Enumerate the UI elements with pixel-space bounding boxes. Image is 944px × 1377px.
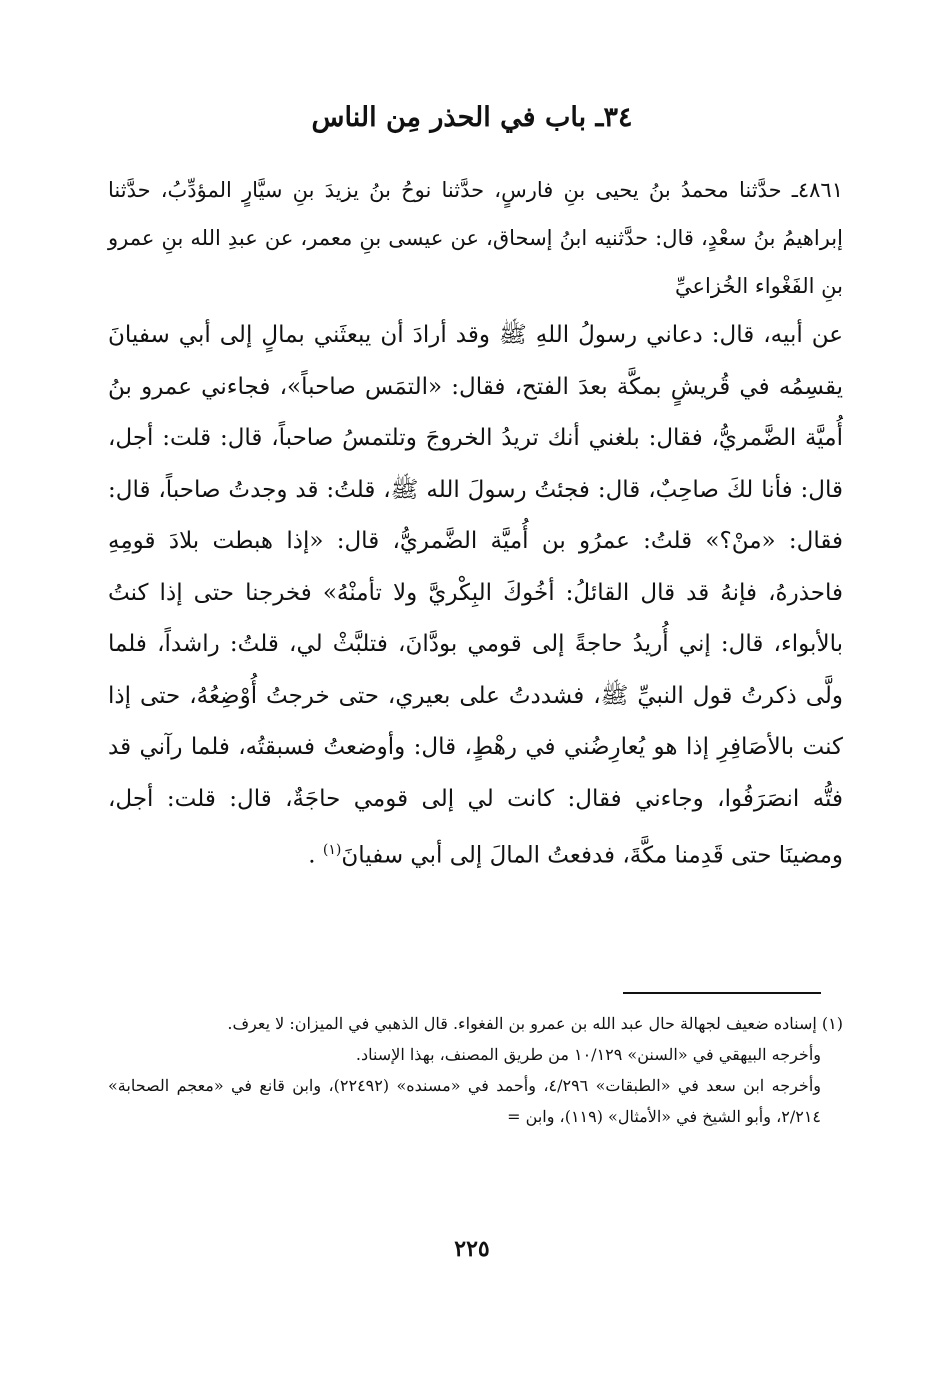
footnotes	[108, 1008, 843, 1132]
footnote-1: (١) إسناده ضعيف لجهالة حال عبد الله بن عمرو بن الفغواء. قال الذهبي في الميزان: لا يعرف.	[227, 1014, 843, 1033]
footnote-source-others: وأخرجه ابن سعد في «الطبقات» ٤/٢٩٦، وأحمد في «مسنده» (٢٢٤٩٢)، وابن قانع في «معجم الصحابة» ٢/٢١٤، وأبو الشيخ في «الأمثال» (١١٩)، وابن =	[108, 1076, 821, 1126]
footnote-source-bayhaqi: وأخرجه البيهقي في «السنن» ١٠/١٢٩ من طريق المصنف، بهذا الإسناد.	[355, 1045, 821, 1064]
hadith-body: عن أبيه، قال: دعاني رسولُ اللهِ ﷺ وقد أرادَ أن يبعثَني بمالٍ إلى أبي سفيانَ يقسِمُه في قُريشٍ بمكَّة بعدَ الفتح، فقال: «التمَس صاحباً»، فجاءني عمرو بنُ أُميَّة الضَّمريُّ، فقال: بلغني أنك تريدُ الخروجَ وتلتمسُ صاحباً، قال: قلت: أجل، قال: فأنا لكَ صاحِبٌ، قال: فجئتُ رسولَ الله ﷺ، قلتُ: قد وجدتُ صاحباً، قال: فقال: «منْ؟» قلتُ: عمرُو بن أُميَّة الضَّمريُّ، قال: «إذا هبطت بلادَ قومِهِ فاحذرهُ، فإنهُ قد قال القائلُ: أخُوكَ البِكْريَّ ولا تأمنْهُ» فخرجنا حتى إذا كنتُ بالأبواء، قال: إني أُريدُ حاجةً إلى قومي بودَّانَ، فتلبَّثْ لي، قلتُ: راشداً، فلما ولَّى ذكرتُ قول النبيِّ ﷺ، فشددتُ على بعيري، حتى خرجتُ أُوْضِعُهُ، حتى إذا كنت بالأصَافِرِ إذا هو يُعارِضُني في رهْطٍ، قال: وأوضعتُ فسبقتُه، فلما رآني قد فتُّه انصَرَفُوا، وجاءني فقال: كانت لي إلى قومي حاجَةٌ، قال: قلت: أجل، ومضينَا حتى قَدِمنا مكَّةَ، فدفعتُ المالَ إلى أبي سفيانَ	[108, 322, 843, 869]
hadith-chain-of-narration: ٤٨٦١ـ حدَّثنا محمدُ بنُ يحيى بنِ فارسٍ، حدَّثنا نوحُ بنُ يزيدَ بنِ سيَّارٍ المؤدِّبُ، حدَّثنا إبراهيمُ بنُ سعْدٍ، قال: حدَّثنيه ابنُ إسحاق، عن عيسى بنِ معمر، عن عبدِ الله بنِ عمرو بنِ الفَغْواء الخُزاعيِّ	[108, 178, 843, 298]
page-number: ٢٢٥	[454, 1236, 490, 1262]
chapter-title: ٣٤ـ باب في الحذر مِن الناس	[311, 102, 633, 133]
footnote-divider	[623, 992, 821, 994]
hadith-text	[108, 310, 843, 882]
footnote-reference: (١)	[322, 842, 342, 858]
hadith-end-mark: .	[308, 842, 323, 869]
